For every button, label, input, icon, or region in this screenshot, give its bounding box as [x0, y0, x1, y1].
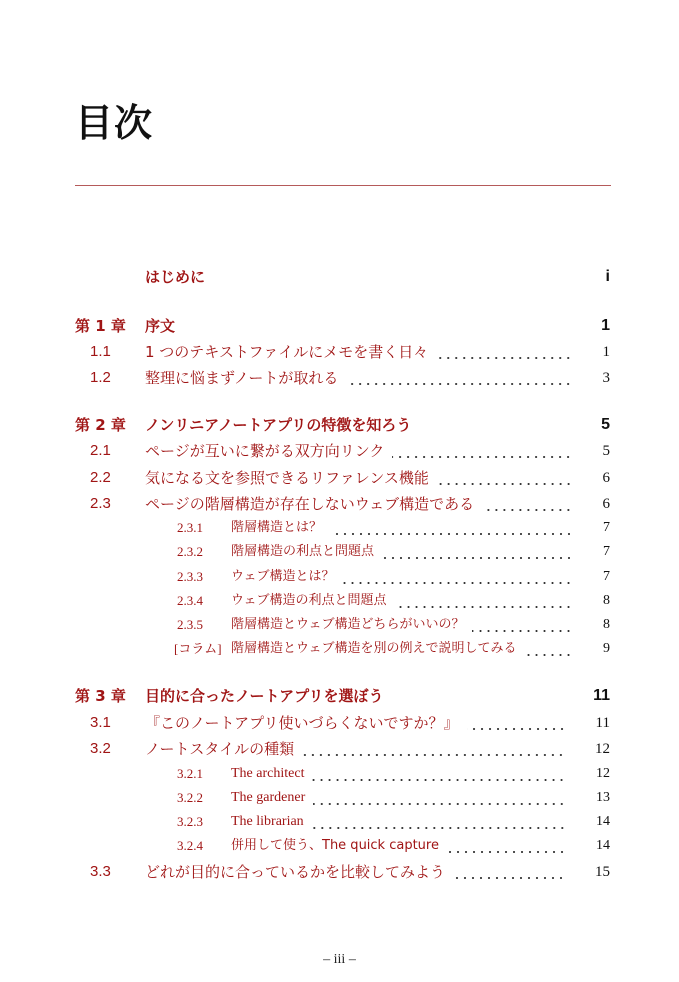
dot-leader: [453, 861, 565, 883]
toc-chapter-entry[interactable]: [0, 315, 679, 337]
entry-line: [231, 638, 610, 660]
toc-section-entry[interactable]: [0, 467, 679, 489]
entry-line: [231, 787, 610, 809]
entry-line: [231, 590, 610, 612]
dot-leader: [382, 541, 573, 563]
dot-leader: [436, 341, 572, 363]
toc-section-entry[interactable]: [0, 341, 679, 363]
title-divider: [75, 185, 611, 186]
entry-page-number: 6: [602, 470, 610, 486]
entry-line: [145, 440, 610, 462]
entry-title: 整理に悩まずノートが取れる: [145, 369, 339, 387]
toc-section-entry[interactable]: [0, 738, 679, 760]
toc-subsection-entry[interactable]: [0, 590, 679, 612]
toc-section-entry[interactable]: [0, 712, 679, 734]
entry-line: [145, 341, 610, 363]
entry-page-number: i: [605, 268, 610, 285]
entry-page-number: 5: [602, 443, 610, 459]
toc-subsection-entry[interactable]: [0, 638, 679, 660]
entry-number: 3.1: [90, 714, 111, 731]
toc-subsection-entry[interactable]: [0, 763, 679, 785]
toc-subsection-entry[interactable]: [0, 835, 679, 857]
entry-page-number: 12: [596, 766, 610, 781]
dot-leader: [419, 414, 571, 436]
entry-page-number: 3: [602, 370, 610, 386]
entry-title: ウェブ構造とは？: [231, 569, 335, 584]
entry-page-number: 8: [603, 593, 610, 608]
entry-number: 第 2 章: [75, 416, 126, 434]
toc-subsection-entry[interactable]: [0, 566, 679, 588]
entry-title: 1 つのテキストファイルにメモを書く日々: [145, 343, 429, 361]
entry-number: 2.2: [90, 469, 111, 486]
entry-line: [145, 685, 610, 707]
entry-number: 1.2: [90, 369, 111, 386]
toc-chapter-entry[interactable]: [0, 685, 679, 707]
entry-page-number: 11: [595, 715, 610, 731]
entry-title: 階層構造とウェブ構造どちらがいいの？: [231, 617, 465, 632]
entry-number: 3.2.2: [177, 790, 203, 805]
entry-line: [145, 266, 610, 288]
dot-leader: [524, 638, 573, 660]
dot-leader: [313, 787, 566, 809]
entry-page-number: 14: [596, 814, 610, 829]
entry-number: 1.1: [90, 343, 111, 360]
dot-leader: [472, 614, 573, 636]
entry-title: 気になる文を参照できるリファレンス機能: [145, 469, 429, 487]
entry-title: どれが目的に合っているかを比較してみよう: [145, 863, 446, 881]
page-number-footer: – iii –: [323, 952, 356, 967]
dot-leader: [312, 811, 566, 833]
entry-title: The architect: [231, 766, 305, 781]
toc-section-entry[interactable]: [0, 493, 679, 515]
entry-number: 2.3: [90, 495, 111, 512]
entry-title: 階層構造の利点と問題点: [231, 544, 375, 559]
dot-leader: [482, 493, 572, 515]
entry-title: 『このノートアプリ使いづらくないですか？』: [145, 714, 459, 732]
entry-page-number: 7: [603, 544, 610, 559]
entry-title: 序文: [145, 317, 176, 335]
entry-number: 第 3 章: [75, 687, 126, 705]
entry-line: [145, 861, 610, 883]
entry-page-number: 1: [602, 344, 610, 360]
toc-section-entry[interactable]: [0, 440, 679, 462]
dot-leader: [346, 367, 572, 389]
entry-number: 3.2.3: [177, 814, 203, 829]
entry-number: 3.3: [90, 863, 111, 880]
entry-page-number: 7: [603, 569, 610, 584]
entry-number: 2.3.2: [177, 544, 203, 559]
toc-subsection-entry[interactable]: [0, 614, 679, 636]
entry-title: 階層構造とは？: [231, 520, 323, 535]
toc-subsection-entry[interactable]: [0, 787, 679, 809]
entry-title: 階層構造とウェブ構造を別の例えで説明してみる: [231, 641, 517, 656]
entry-line: [231, 541, 610, 563]
entry-page-number: 12: [595, 741, 610, 757]
dot-leader: [213, 266, 576, 288]
entry-page-number: 9: [603, 641, 610, 656]
entry-line: [231, 566, 610, 588]
toc-subsection-entry[interactable]: [0, 811, 679, 833]
entry-number: 2.3.5: [177, 617, 203, 632]
entry-line: [145, 493, 610, 515]
entry-line: [145, 467, 610, 489]
dot-leader: [392, 685, 564, 707]
dot-leader: [467, 712, 566, 734]
dot-leader: [342, 566, 573, 588]
entry-number: 3.2.4: [177, 838, 203, 853]
entry-page-number: 7: [603, 520, 610, 535]
entry-number: 2.3.3: [177, 569, 203, 584]
entry-page-number: 1: [601, 317, 610, 334]
entry-number: 3.2.1: [177, 766, 203, 781]
dot-leader: [302, 738, 565, 760]
entry-line: [231, 811, 610, 833]
entry-line: [231, 517, 610, 539]
dot-leader: [394, 590, 573, 612]
entry-title: ノートスタイルの種類: [145, 740, 295, 758]
entry-line: [145, 414, 610, 436]
toc-section-entry[interactable]: [0, 367, 679, 389]
entry-page-number: 6: [602, 496, 610, 512]
entry-page-number: 15: [595, 864, 610, 880]
entry-title: ウェブ構造の利点と問題点: [231, 593, 387, 608]
dot-leader: [437, 467, 573, 489]
entry-title: ページの階層構造が存在しないウェブ構造である: [145, 495, 475, 513]
entry-page-number: 14: [596, 838, 610, 853]
entry-title: はじめに: [145, 268, 206, 286]
entry-line: [231, 763, 610, 785]
entry-line: [145, 367, 610, 389]
entry-line: [145, 738, 610, 760]
toc-subsection-entry[interactable]: [0, 541, 679, 563]
entry-number: [コラム]: [174, 641, 222, 656]
entry-line: [145, 712, 610, 734]
entry-number: 2.3.1: [177, 520, 203, 535]
entry-number: 2.1: [90, 442, 111, 459]
entry-line: [231, 614, 610, 636]
entry-title: 目的に合ったノートアプリを選ぼう: [145, 687, 384, 705]
entry-number: 第 1 章: [75, 317, 126, 335]
entry-title: The librarian: [231, 814, 304, 829]
dot-leader: [447, 835, 566, 857]
entry-line: [231, 835, 610, 857]
entry-page-number: 11: [593, 687, 610, 704]
entry-page-number: 5: [601, 416, 610, 433]
entry-page-number: 13: [596, 790, 610, 805]
toc-subsection-entry[interactable]: [0, 517, 679, 539]
page-title: 目次: [75, 101, 154, 145]
entry-title: 併用して使う、The quick capture: [231, 838, 439, 853]
entry-title: The gardener: [231, 790, 306, 805]
dot-leader: [312, 763, 566, 785]
entry-title: ページが互いに繋がる双方向リンク: [145, 442, 385, 460]
toc-section-entry[interactable]: [0, 861, 679, 883]
dot-leader: [392, 440, 572, 462]
dot-leader: [183, 315, 571, 337]
toc-chapter-entry[interactable]: [0, 266, 679, 288]
entry-page-number: 8: [603, 617, 610, 632]
entry-title: ノンリニアノートアプリの特徴を知ろう: [145, 416, 412, 434]
entry-number: 3.2: [90, 740, 111, 757]
dot-leader: [330, 517, 573, 539]
toc-chapter-entry[interactable]: [0, 414, 679, 436]
entry-line: [145, 315, 610, 337]
entry-number: 2.3.4: [177, 593, 203, 608]
